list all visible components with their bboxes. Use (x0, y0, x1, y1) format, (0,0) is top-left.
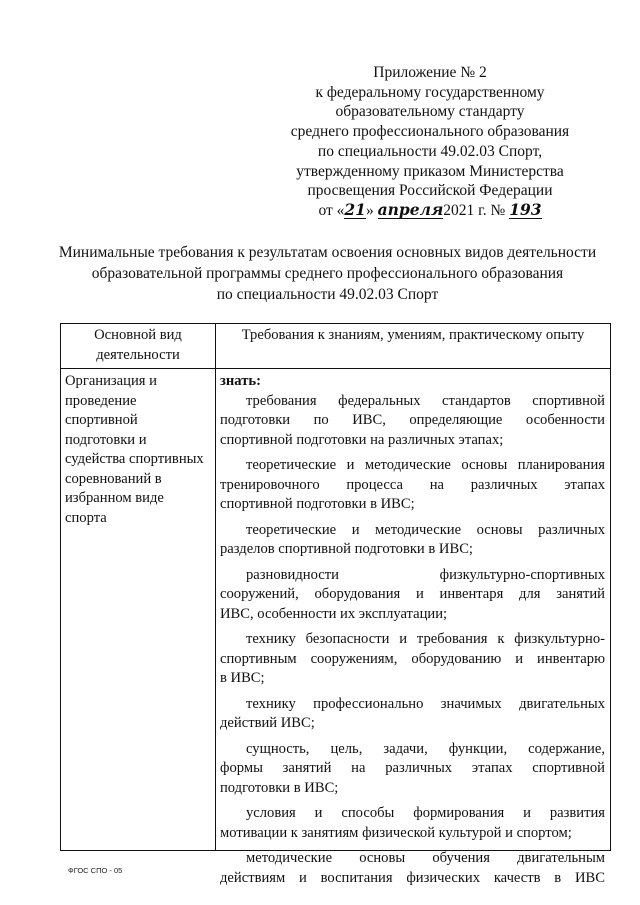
item-line: формы занятий на различных этапах спортивной (220, 760, 605, 776)
list-item (220, 849, 605, 888)
item-line: сооружений, оборудования и инвентаря для занятий (220, 586, 605, 602)
item-line: разделов спортивной подготовки в ИВС; (220, 541, 473, 557)
list-item (220, 695, 605, 734)
item-line: теоретические и методические основы планирования (246, 457, 605, 473)
title-line: Минимальные требования к результатам освоения основных видов деятельности (58, 244, 597, 261)
activity-line: соревнований в (65, 470, 162, 487)
item-line: разновидности физкультурно-спортивных (246, 566, 605, 583)
item-line: тренировочного процесса на различных этапах (220, 476, 605, 493)
activity-line: проведение (65, 392, 137, 409)
appendix-line: просвещения Российской Федерации (307, 182, 553, 200)
activity-line: Организация и (65, 373, 157, 389)
handwritten-day: 21 (344, 199, 366, 219)
item-line: спортивным сооружениям, оборудованию и инвентарю (220, 650, 605, 667)
list-item (220, 456, 605, 515)
know-label: знать: (220, 373, 261, 389)
requirements-cell (216, 369, 611, 886)
appendix-line: Приложение № 2 (373, 64, 487, 81)
activity-line: избранном виде (65, 490, 164, 506)
list-item (220, 740, 605, 799)
table-row (61, 369, 611, 851)
item-line: спортивной подготовки в ИВС; (220, 496, 415, 512)
document-title (40, 242, 615, 305)
title-line: образовательной программы среднего профессионального образования (91, 265, 564, 282)
item-line: спортивной подготовки на различных этапах; (220, 431, 504, 448)
activity-cell (61, 369, 216, 851)
item-line: технику профессионально значимых двигательных (246, 695, 605, 712)
header-activity-line: Основной вид (94, 327, 182, 343)
activity-line: спорта (65, 509, 107, 526)
item-line: подготовки в ИВС; (220, 779, 339, 796)
footer-code: ФГОС СПО - 05 (68, 866, 123, 875)
handwritten-month: апреля (377, 199, 444, 219)
item-line: действий ИВС; (220, 715, 315, 731)
date-year: 2021 г. № (443, 201, 506, 219)
appendix-line: по специальности 49.02.03 Спорт, (317, 142, 543, 160)
appendix-line: к федеральному государственному (315, 83, 545, 101)
list-item (220, 804, 605, 843)
list-item (220, 566, 605, 625)
item-line: условия и способы формирования и развития (246, 805, 605, 821)
list-item (220, 521, 605, 560)
appendix-line: утвержденному приказом Министерства (296, 162, 564, 180)
item-line: сущность, цель, задачи, функции, содержание, (246, 740, 605, 757)
item-line: требования федеральных стандартов спортивной (246, 392, 605, 409)
title-line: по специальности 49.02.03 Спорт (216, 286, 439, 303)
item-line: действиям и воспитания физических качеств в ИВС (220, 869, 605, 886)
header-activity-line: деятельности (96, 346, 180, 363)
item-line: подготовки по ИВС, определяющие особенности (220, 412, 605, 428)
table-header-row (61, 324, 611, 369)
item-line: теоретические и методические основы различных (246, 521, 605, 538)
activity-line: спортивной (65, 412, 138, 428)
header-requirements: Требования к знаниям, умениям, практическому опыту (216, 324, 611, 369)
activity-line: судейства спортивных (65, 451, 204, 467)
order-date-line (270, 201, 590, 221)
date-mid: » (365, 201, 374, 219)
item-line: мотивации к занятиям физической культурой и спортом; (220, 824, 572, 841)
header-activity (61, 324, 216, 369)
list-item (220, 630, 605, 689)
item-line: ИВС, особенности их эксплуатации; (220, 605, 448, 622)
item-line: технику безопасности и требования к физкультурно- (246, 631, 605, 647)
appendix-line: среднего профессионального образования (290, 123, 570, 141)
date-prefix: от « (318, 201, 345, 219)
handwritten-number: 193 (509, 199, 542, 219)
list-item (220, 392, 605, 451)
item-line: в ИВС; (220, 670, 265, 686)
appendix-block (270, 63, 590, 221)
item-line: методические основы обучения двигательным (246, 850, 605, 866)
activity-line: подготовки и (65, 431, 147, 448)
appendix-line: образовательному стандарту (335, 103, 525, 121)
